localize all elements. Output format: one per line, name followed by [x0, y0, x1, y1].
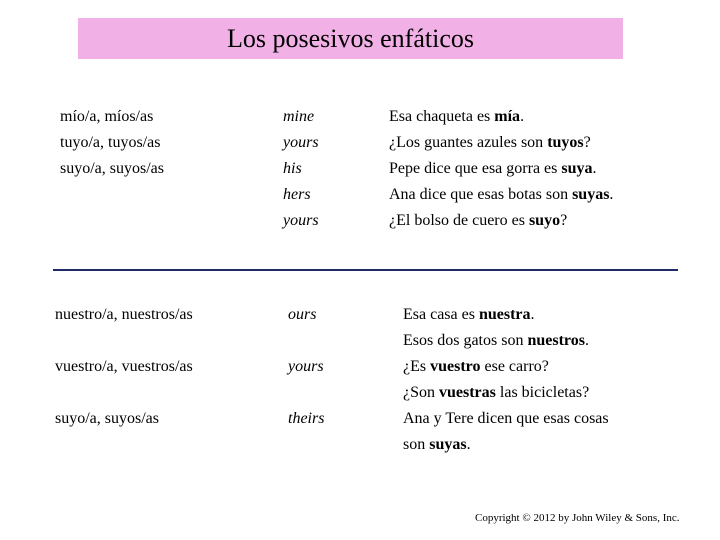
page-title: Los posesivos enfáticos [227, 23, 474, 53]
plural-example: Esos dos gatos son nuestros. [403, 332, 589, 349]
plural-example: ¿Es vuestro ese carro? [403, 358, 549, 375]
plural-example: Ana y Tere dicen que esas cosas [403, 410, 609, 427]
singular-meaning: hers [283, 186, 311, 203]
singular-meaning: yours [283, 212, 319, 229]
plural-form: nuestro/a, nuestros/as [55, 306, 193, 323]
singular-form: tuyo/a, tuyos/as [60, 134, 161, 151]
plural-form: vuestro/a, vuestros/as [55, 358, 193, 375]
singular-meanings-column [283, 104, 319, 234]
plural-meaning: theirs [288, 410, 325, 427]
singular-form: mío/a, míos/as [60, 108, 154, 125]
plural-meaning: yours [288, 358, 324, 375]
plural-examples-column [403, 302, 609, 458]
singular-meaning: mine [283, 108, 315, 125]
section-divider [53, 269, 678, 271]
singular-example: Esa chaqueta es mía. [389, 108, 525, 125]
singular-form: suyo/a, suyos/as [60, 160, 164, 177]
singular-example: ¿Los guantes azules son tuyos? [389, 134, 591, 151]
singular-examples-column [389, 104, 613, 234]
plural-example: son suyas. [403, 436, 471, 453]
title-banner [78, 18, 623, 59]
singular-example: ¿El bolso de cuero es suyo? [389, 212, 568, 229]
singular-example: Pepe dice que esa gorra es suya. [389, 160, 597, 177]
singular-example: Ana dice que esas botas son suyas. [389, 186, 614, 203]
singular-meaning: yours [283, 134, 319, 151]
plural-meaning: ours [288, 306, 317, 323]
plural-form: suyo/a, suyos/as [55, 410, 159, 427]
plural-example: ¿Son vuestras las bicicletas? [403, 384, 590, 401]
copyright-notice: Copyright © 2012 by John Wiley & Sons, Inc. [475, 512, 680, 524]
singular-forms-column [60, 104, 164, 182]
singular-meaning: his [283, 160, 302, 177]
plural-example: Esa casa es nuestra. [403, 306, 535, 323]
